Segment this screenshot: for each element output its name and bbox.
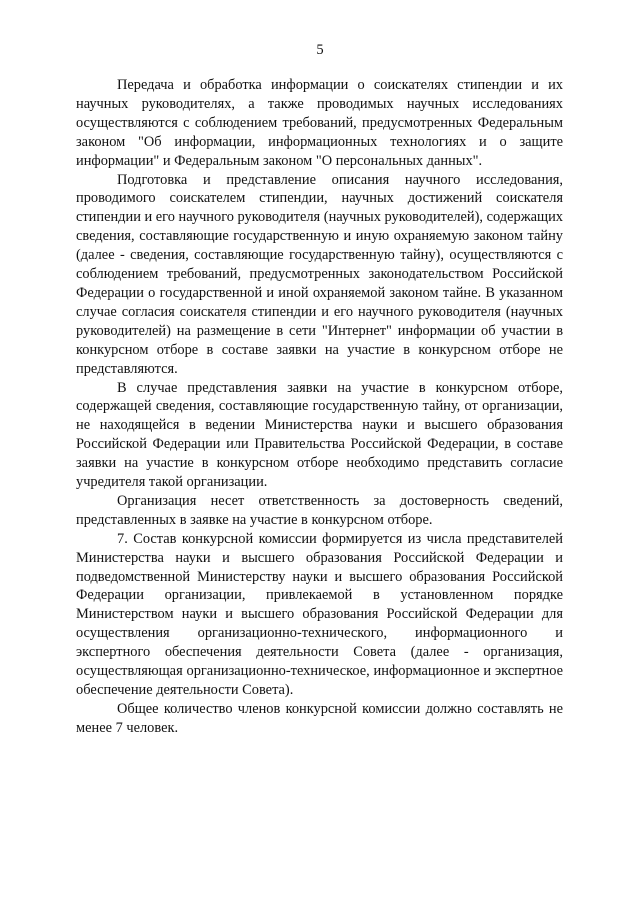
page-number: 5	[316, 42, 324, 58]
paragraph-state-secret-description: Подготовка и представление описания научного исследования, проводимого соискателем стипендии, научных достижений соискателя стипендии и его научного руководителя (научных руководителей), содержащих сведения, составляющие государственную и иную охраняемую законом тайну (далее - сведения, составляющие государственную тайну), осуществляются с соблюдением требований, предусмотренных законодательством Российской Федерации о государственной и иной охраняемой законом тайне. В указанном случае согласия соискателя стипендии и его научного руководителя (научных руководителей) на размещение в сети "Интернет" информации об участии в конкурсном отборе в составе заявки на участие в конкурсном отборе не представляются.	[76, 171, 563, 377]
paragraph-data-processing: Передача и обработка информации о соискателях стипендии и их научных руководителях, а также проводимых научных исследованиях осуществляются с соблюдением требований, предусмотренных Федеральным законом "Об информации, информационных технологиях и о защите информации" и Федеральным законом "О персональных данных".	[76, 77, 563, 169]
paragraph-organization-responsibility: Организация несет ответственность за достоверность сведений, представленных в заявке на участие в конкурсном отборе.	[76, 492, 563, 528]
document-body	[76, 76, 563, 738]
paragraph-founder-consent: В случае представления заявки на участие в конкурсном отборе, содержащей сведения, составляющие государственную тайну, от организации, не находящейся в ведении Министерства науки и высшего образования Российской Федерации или Правительства Российской Федерации, в составе заявки на участие в конкурсном отборе необходимо представить согласие учредителя такой организации.	[76, 379, 563, 491]
paragraph-commission-size: Общее количество членов конкурсной комиссии должно составлять не менее 7 человек.	[76, 700, 563, 736]
paragraph-commission-composition: 7. Состав конкурсной комиссии формируется из числа представителей Министерства науки и высшего образования Российской Федерации и подведомственной Министерству науки и высшего образования Российской Федерации организации, привлекаемой в установленном порядке Министерством науки и высшего образования Российской Федерации для осуществления организационно-технического, информационного и экспертного обеспечения деятельности Совета (далее - организация, осуществляющая организационно-техническое, информационное и экспертное обеспечение деятельности Совета).	[76, 530, 563, 698]
